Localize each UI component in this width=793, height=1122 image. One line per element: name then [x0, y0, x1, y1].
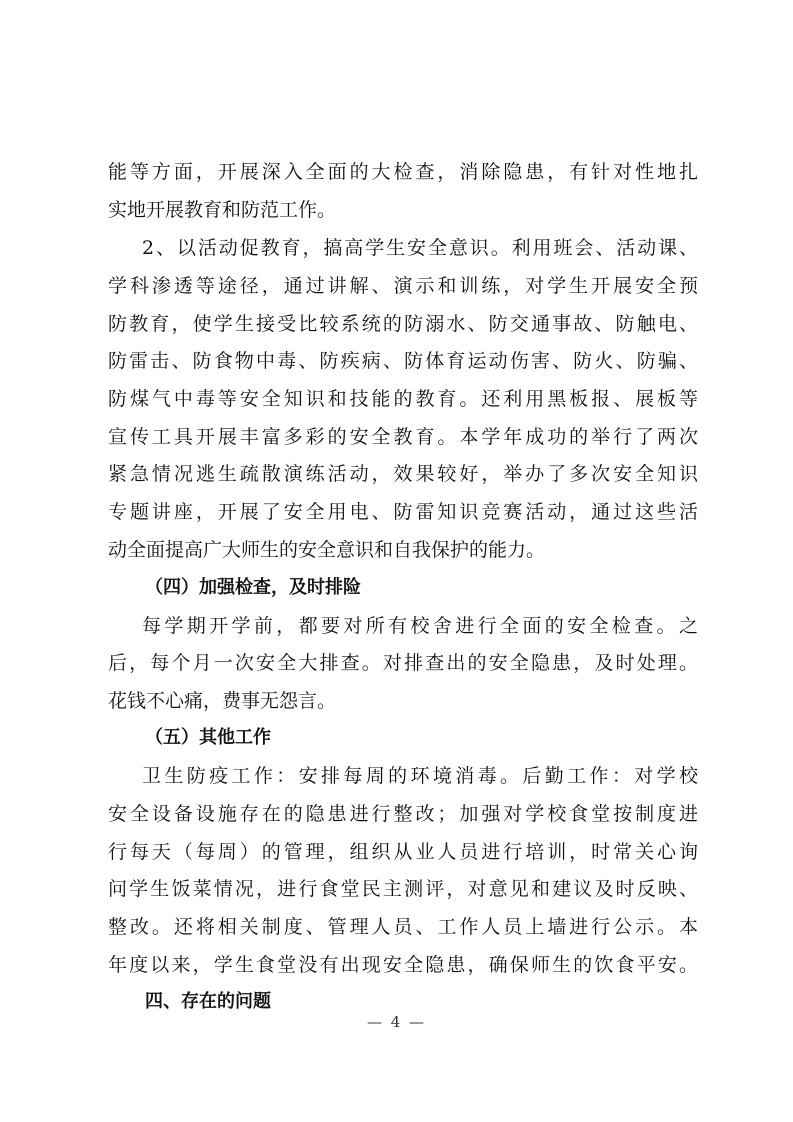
body-text-line: 防煤气中毒等安全知识和技能的教育。还利用黑板报、展板等	[108, 388, 698, 410]
section-heading: （四）加强检查，及时排险	[145, 577, 361, 598]
body-text-line: 年度以来，学生食堂没有出现安全隐患，确保师生的饮食平安。	[108, 954, 698, 976]
body-text-line: 动全面提高广大师生的安全意识和自我保护的能力。	[108, 539, 546, 561]
body-text-line: 后，每个月一次安全大排查。对排查出的安全隐患，及时处理。	[108, 652, 698, 674]
body-text-line: 每学期开学前，都要对所有校舍进行全面的安全检查。之	[142, 615, 698, 637]
body-text-line: 专题讲座，开展了安全用电、防雷知识竞赛活动，通过这些活	[108, 501, 698, 523]
body-text-line: 整改。还将相关制度、管理人员、工作人员上墙进行公示。本	[108, 916, 698, 938]
body-text-line: 花钱不心痛，费事无怨言。	[108, 690, 337, 712]
body-text-line: 卫生防疫工作：安排每周的环境消毒。后勤工作：对学校	[142, 765, 698, 787]
body-text-line: 防雷击、防食物中毒、防疾病、防体育运动伤害、防火、防骗、	[108, 350, 698, 372]
body-text-line: 2、以活动促教育，搞高学生安全意识。利用班会、活动课、	[142, 237, 698, 259]
section-heading: （五）其他工作	[145, 727, 271, 748]
body-text-line: 紧急情况逃生疏散演练活动，效果较好，举办了多次安全知识	[108, 463, 698, 485]
body-text-line: 安全设备设施存在的隐患进行整改；加强对学校食堂按制度进	[108, 803, 698, 825]
page-number: — 4 —	[366, 1013, 427, 1031]
body-text-line: 实地开展教育和防范工作。	[108, 199, 337, 221]
body-text-line: 宣传工具开展丰富多彩的安全教育。本学年成功的举行了两次	[108, 426, 698, 448]
body-text-line: 问学生饭菜情况，进行食堂民主测评，对意见和建议及时反映、	[108, 878, 698, 900]
chapter-heading: 四、存在的问题	[145, 991, 271, 1012]
body-text-line: 行每天（每周）的管理，组织从业人员进行培训，时常关心询	[108, 841, 698, 863]
body-text-line: 防教育，使学生接受比较系统的防溺水、防交通事故、防触电、	[108, 313, 698, 335]
body-text-line: 学科渗透等途径，通过讲解、演示和训练，对学生开展安全预	[108, 275, 698, 297]
body-text-line: 能等方面，开展深入全面的大检查，消除隐患，有针对性地扎	[108, 161, 698, 183]
